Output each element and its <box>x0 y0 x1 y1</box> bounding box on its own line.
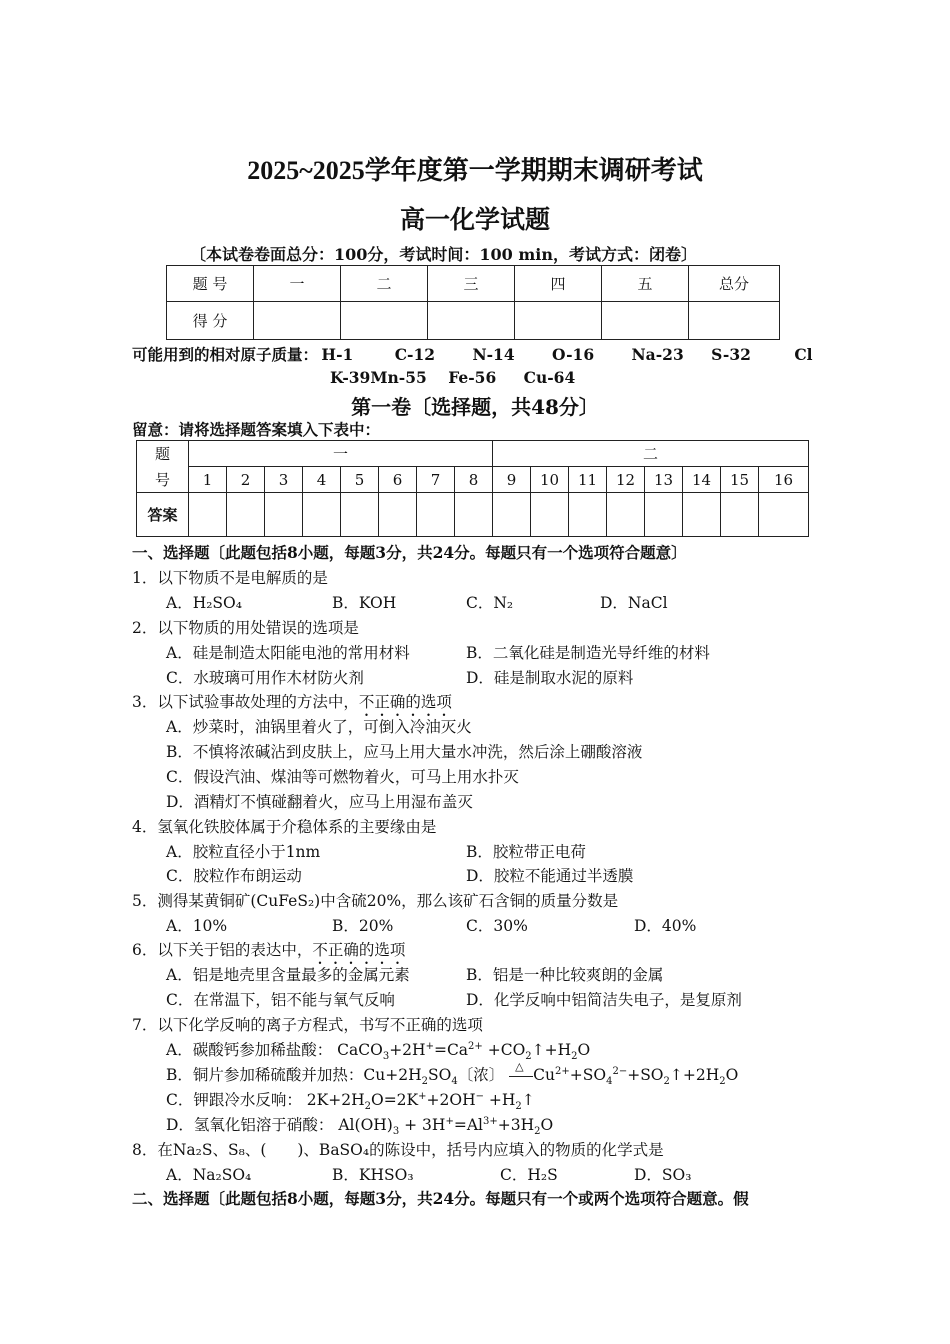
question-number: 8 <box>455 467 493 493</box>
question-number: 9 <box>493 467 531 493</box>
question-number: 15 <box>721 467 759 493</box>
q7-option-b <box>166 1060 739 1088</box>
q7-option-b-reactants: $Cu+2H_2SO_4$ <box>363 1066 458 1088</box>
question-1-stem: 1．以下物质不是电解质的是 <box>132 569 328 587</box>
q2-option-a: A．硅是制造太阳能电池的常用材料 <box>166 644 410 662</box>
atomic-mass-item: Cl <box>794 345 813 364</box>
question-number: 14 <box>683 467 721 493</box>
q7-option-c-equation: $2K+2H_2O=2K^++2OH^-$ $+H_2↑$ <box>301 1090 535 1113</box>
answer-cell[interactable] <box>531 493 569 537</box>
question-number: 13 <box>645 467 683 493</box>
answer-table-label: 号 <box>137 467 189 493</box>
answer-cell[interactable] <box>341 493 379 537</box>
answer-cell[interactable] <box>645 493 683 537</box>
question-number: 16 <box>759 467 809 493</box>
q7-option-a-label: A．碳酸钙参加稀盐酸： <box>166 1041 333 1059</box>
score-cell: 四 <box>515 266 602 302</box>
atomic-mass-item: Fe-56 <box>448 368 497 387</box>
atomic-mass-item: Mn-55 <box>370 368 427 387</box>
q6-option-d: D．化学反响中铝简洁失电子，是复原剂 <box>466 991 742 1009</box>
question-7-stem: 7．以下化学反响的离子方程式，书写不正确的选项 <box>132 1016 483 1034</box>
question-2-stem: 2．以下物质的用处错误的选项是 <box>132 619 359 637</box>
question-number: 5 <box>341 467 379 493</box>
atomic-mass-item: O-16 <box>552 345 595 364</box>
answer-cell[interactable] <box>455 493 493 537</box>
q7-option-b-products: $Cu^{2+}+SO_4^{2-}+SO_2↑+2H_2O$ <box>533 1065 739 1088</box>
score-cell: 一 <box>254 266 341 302</box>
atomic-mass-item: H-1 <box>321 345 354 364</box>
question-5-stem: 5．测得某黄铜矿(CuFeS₂)中含硫20%，那么该矿石含铜的质量分数是 <box>132 892 619 910</box>
q6-stem-emphasis: 不正确的选项 <box>312 941 406 959</box>
score-cell: 五 <box>602 266 689 302</box>
score-input-cell[interactable] <box>341 302 428 340</box>
q7-option-a <box>166 1038 590 1062</box>
q2-option-d: D．硅是制取水泥的原料 <box>466 669 634 687</box>
score-input-cell[interactable] <box>515 302 602 340</box>
atomic-mass-item: Na-23 <box>631 345 684 364</box>
atomic-mass-item: Cu-64 <box>523 368 576 387</box>
q4-option-c: C．胶粒作布朗运动 <box>166 867 302 885</box>
q4-option-a: A．胶粒直径小于1nm <box>166 843 321 861</box>
answer-cell[interactable] <box>721 493 759 537</box>
q3-option-c: C．假设汽油、煤油等可燃物着火，可马上用水扑灭 <box>166 768 519 786</box>
q4-option-b: B．胶粒带正电荷 <box>466 843 586 861</box>
answer-cell[interactable] <box>683 493 721 537</box>
question-number: 12 <box>607 467 645 493</box>
answer-table <box>136 440 809 537</box>
atomic-mass-item: S-32 <box>711 345 751 364</box>
exam-info: 〔本试卷卷面总分：100分，考试时间：100 min，考试方式：闭卷〕 <box>190 245 698 264</box>
section1-heading: 一、选择题〔此题包括8小题，每题3分，共24分。每题只有一个选项符合题意〕 <box>132 543 687 562</box>
answer-row-label: 答案 <box>137 493 189 537</box>
answer-note: 留意：请将选择题答案填入下表中： <box>132 420 381 439</box>
answer-cell[interactable] <box>303 493 341 537</box>
q1-option-c: C．N₂ <box>466 594 514 612</box>
score-cell: 总分 <box>689 266 780 302</box>
answer-cell[interactable] <box>265 493 303 537</box>
score-input-cell[interactable] <box>602 302 689 340</box>
q6-stem-text: 6．以下关于铝的表达中， <box>132 941 313 959</box>
q6-option-a: A．铝是地壳里含量最多的金属元素 <box>166 966 410 984</box>
question-8-stem: 8．在Na₂S、S₈、( )、BaSO₄的陈设中，括号内应填入的物质的化学式是 <box>132 1141 664 1159</box>
atomic-mass-line1 <box>132 343 813 365</box>
question-number: 7 <box>417 467 455 493</box>
reaction-arrow-icon <box>509 1060 533 1083</box>
q7-option-d <box>166 1113 553 1137</box>
answer-cell[interactable] <box>607 493 645 537</box>
score-input-cell[interactable] <box>689 302 780 340</box>
q3-stem-text: 3．以下试验事故处理的方法中， <box>132 693 359 711</box>
q7-option-d-equation: $Al(OH)_3 + 3H^+=Al^{3+}+3H_2O$ <box>333 1115 554 1138</box>
q5-option-c: C．30% <box>466 917 528 935</box>
question-4-stem: 4．氢氧化铁胶体属于介稳体系的主要缘由是 <box>132 818 437 836</box>
q3-option-a: A．炒菜时，油锅里着火了，可倒入冷油灭火 <box>166 718 472 736</box>
atomic-mass-item: N-14 <box>472 345 515 364</box>
atomic-mass-label: 可能用到的相对原子质量： <box>132 345 319 364</box>
q5-option-d: D．40% <box>634 917 697 935</box>
group-two-header: 二 <box>493 441 809 467</box>
q7-option-d-label: D．氢氧化铝溶于硝酸： <box>166 1116 334 1134</box>
question-number: 1 <box>189 467 227 493</box>
answer-cell[interactable] <box>379 493 417 537</box>
q7-option-b-label: B．铜片参加稀硫酸并加热： <box>166 1066 364 1084</box>
q3-option-d: D．酒精灯不慎碰翻着火，应马上用湿布盖灭 <box>166 793 473 811</box>
exam-title: 2025~2025学年度第一学期期末调研考试 <box>247 156 703 185</box>
q8-option-d: D．SO₃ <box>634 1166 692 1184</box>
q7-option-b-conc: 〔浓〕 <box>457 1066 505 1084</box>
q1-option-d: D．NaCl <box>600 594 668 612</box>
atomic-mass-line2 <box>330 368 575 387</box>
q5-option-b: B．20% <box>332 917 394 935</box>
q3-stem-emphasis: 不正确的选项 <box>358 693 452 711</box>
q1-option-b: B．KOH <box>332 594 397 612</box>
answer-cell[interactable] <box>227 493 265 537</box>
q8-option-a: A．Na₂SO₄ <box>166 1166 252 1184</box>
question-number: 3 <box>265 467 303 493</box>
q2-option-b: B．二氧化硅是制造光导纤维的材料 <box>466 644 710 662</box>
q7-option-c-label: C．钾跟冷水反响： <box>166 1091 302 1109</box>
score-input-cell[interactable] <box>428 302 515 340</box>
score-cell: 二 <box>341 266 428 302</box>
question-number: 4 <box>303 467 341 493</box>
q2-option-c: C．水玻璃可用作木材防火剂 <box>166 669 364 687</box>
q3-option-b: B．不慎将浓碱沾到皮肤上，应马上用大量水冲洗，然后涂上硼酸溶液 <box>166 743 643 761</box>
atomic-mass-item: C-12 <box>394 345 436 364</box>
q6-option-b: B．铝是一种比较爽朗的金属 <box>466 966 664 984</box>
score-cell: 题 号 <box>167 266 254 302</box>
question-number: 10 <box>531 467 569 493</box>
answer-table-label: 题 <box>137 441 189 467</box>
question-number: 6 <box>379 467 417 493</box>
question-number: 11 <box>569 467 607 493</box>
q8-option-b: B．KHSO₃ <box>332 1166 414 1184</box>
heat-delta-icon: △ <box>515 1060 524 1073</box>
q7-option-c <box>166 1088 535 1112</box>
q8-option-c: C．H₂S <box>500 1166 558 1184</box>
section2-heading: 二、选择题〔此题包括8小题，每题3分，共24分。每题只有一个或两个选项符合题意。假 <box>132 1189 749 1208</box>
q1-option-a: A．H₂SO₄ <box>166 594 242 612</box>
answer-cell[interactable] <box>759 493 809 537</box>
q5-option-a: A．10% <box>166 917 228 935</box>
score-input-cell[interactable] <box>254 302 341 340</box>
group-one-header: 一 <box>189 441 493 467</box>
atomic-mass-item: K-39 <box>330 368 371 387</box>
q4-option-d: D．胶粒不能通过半透膜 <box>466 867 634 885</box>
q7-option-a-equation: $CaCO_3+2H^+=Ca^{2+}$ $+CO_2↑+H_2O$ <box>332 1040 591 1063</box>
score-table <box>166 265 780 340</box>
question-number: 2 <box>227 467 265 493</box>
answer-cell[interactable] <box>189 493 227 537</box>
answer-cell[interactable] <box>569 493 607 537</box>
q6-option-c: C．在常温下，铝不能与氧气反响 <box>166 991 395 1009</box>
answer-cell[interactable] <box>417 493 455 537</box>
part1-heading: 第一卷〔选择题，共48分〕 <box>351 395 599 419</box>
answer-cell[interactable] <box>493 493 531 537</box>
exam-subtitle: 高一化学试题 <box>399 205 550 234</box>
score-cell: 得 分 <box>167 302 254 340</box>
score-cell: 三 <box>428 266 515 302</box>
